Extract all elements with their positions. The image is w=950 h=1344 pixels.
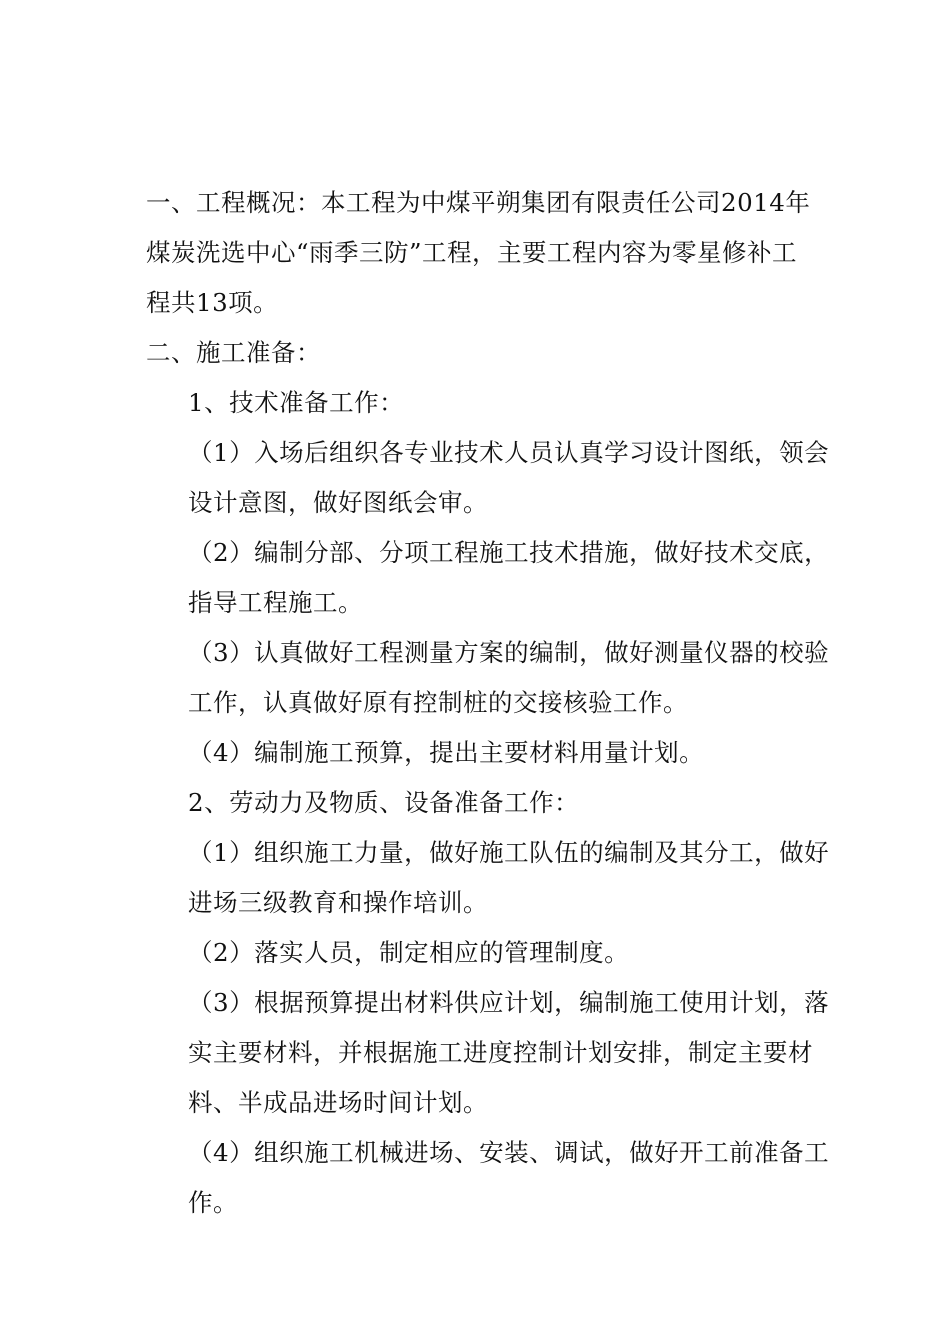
subsection-2-heading: 2、劳动力及物质、设备准备工作： [188, 788, 580, 817]
item-2-3-line-3: 料、半成品进场时间计划。 [188, 1088, 488, 1117]
item-2-4-line-2: 作。 [188, 1188, 238, 1217]
item-1-4-line-1: （4）编制施工预算，提出主要材料用量计划。 [188, 738, 705, 767]
item-2-2-line-1: （2）落实人员，制定相应的管理制度。 [188, 938, 630, 967]
item-2-1-line-2: 进场三级教育和操作培训。 [188, 888, 488, 917]
section-2-heading: 二、施工准备： [146, 338, 321, 367]
item-1-2-line-2: 指导工程施工。 [188, 588, 363, 617]
subsection-1-heading: 1、技术准备工作： [188, 388, 405, 417]
item-1-3-line-2: 工作，认真做好原有控制桩的交接核验工作。 [188, 688, 688, 717]
item-2-1-line-1: （1）组织施工力量，做好施工队伍的编制及其分工，做好 [188, 838, 830, 867]
section-1-heading-line-1: 一、工程概况：本工程为中煤平朔集团有限责任公司2014年 [146, 188, 811, 217]
item-2-3-line-2: 实主要材料，并根据施工进度控制计划安排，制定主要材 [188, 1038, 813, 1067]
section-1-text-line-2: 煤炭洗选中心“雨季三防”工程，主要工程内容为零星修补工 [146, 238, 798, 267]
item-1-1-line-2: 设计意图，做好图纸会审。 [188, 488, 488, 517]
section-1-text-line-3: 程共13项。 [146, 288, 279, 317]
item-2-4-line-1: （4）组织施工机械进场、安装、调试，做好开工前准备工 [188, 1138, 830, 1167]
item-2-3-line-1: （3）根据预算提出材料供应计划，编制施工使用计划，落 [188, 988, 830, 1017]
item-1-3-line-1: （3）认真做好工程测量方案的编制，做好测量仪器的校验 [188, 638, 830, 667]
item-1-1-line-1: （1）入场后组织各专业技术人员认真学习设计图纸，领会 [188, 438, 830, 467]
item-1-2-line-1: （2）编制分部、分项工程施工技术措施，做好技术交底， [188, 538, 830, 567]
